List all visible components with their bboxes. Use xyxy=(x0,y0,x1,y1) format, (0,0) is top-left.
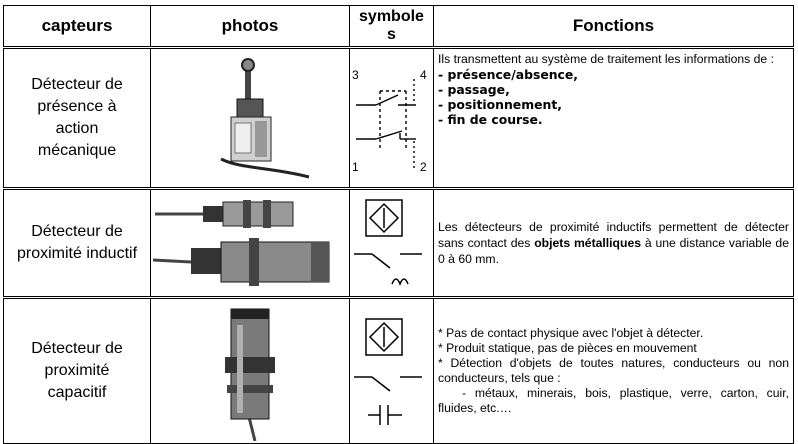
limit-switch-photo-icon xyxy=(151,51,350,185)
inductive-symbol-icon xyxy=(350,192,434,294)
function-mechanical xyxy=(434,48,794,189)
function-item: - métaux, minerais, bois, plastique, verre, carton, cuir, fluides, etc.… xyxy=(438,386,789,415)
sensor-line: proximité inductif xyxy=(16,245,138,262)
function-inductive xyxy=(434,189,794,298)
header-fonctions: Fonctions xyxy=(434,6,794,48)
table-row xyxy=(4,48,794,189)
table-row xyxy=(4,189,794,298)
symbol-inductive xyxy=(350,189,434,298)
sensor-line: capacitif xyxy=(47,384,107,401)
function-item: - positionnement, xyxy=(438,97,562,112)
header-photos: photos xyxy=(151,6,350,48)
sensor-line: Détecteur de xyxy=(31,76,123,93)
symbol-capacitive xyxy=(350,298,434,444)
header-row xyxy=(4,6,794,48)
sensor-line: mécanique xyxy=(37,142,117,159)
sensor-line: proximité xyxy=(44,362,110,379)
sensor-table xyxy=(3,5,794,444)
function-item: - fin de course. xyxy=(438,112,543,127)
function-item: * Pas de contact physique avec l'objet à détecter. xyxy=(438,326,704,340)
sensor-table-sheet xyxy=(3,5,793,433)
function-item: * Produit statique, pas de pièces en mouvement xyxy=(438,341,697,355)
mechanical-contact-symbol-icon xyxy=(350,51,434,185)
capacitive-sensor-photo-icon xyxy=(151,301,350,441)
terminal-2-label: 2 xyxy=(420,160,427,174)
function-capacitive xyxy=(434,298,794,444)
terminal-3-label: 3 xyxy=(352,68,359,82)
function-item: - présence/absence, xyxy=(438,67,578,82)
function-item: - passage, xyxy=(438,82,510,97)
symbol-mechanical xyxy=(350,48,434,189)
sensor-line: Détecteur de xyxy=(31,340,123,357)
header-capteurs: capteurs xyxy=(4,6,151,48)
sensor-line: action xyxy=(55,120,99,137)
sensor-name-inductive xyxy=(4,189,151,298)
function-item: * Détection d'objets de toutes natures, conducteurs ou non conducteurs, tels que : xyxy=(438,356,789,385)
header-symboles xyxy=(350,6,434,48)
function-text-bold: objets métalliques xyxy=(534,236,642,250)
sensor-name-mechanical xyxy=(4,48,151,189)
sensor-line: Détecteur de xyxy=(31,223,123,240)
header-symboles-line2: s xyxy=(387,26,396,43)
terminal-4-label: 4 xyxy=(420,68,427,82)
function-text-part1: Les détecteurs de proximité inductifs permettent de détecter sans contact des xyxy=(438,220,789,250)
function-text-part2: à une distance variable de 0 à 60 mm. xyxy=(438,236,789,266)
sensor-name-capacitive xyxy=(4,298,151,444)
function-intro: Ils transmettent au système de traitement les informations de : xyxy=(438,52,774,66)
sensor-line: présence à xyxy=(37,98,117,115)
terminal-1-label: 1 xyxy=(352,160,359,174)
inductive-sensor-photo-icon xyxy=(151,192,350,294)
photo-inductive-sensors xyxy=(151,189,350,298)
photo-limit-switch xyxy=(151,48,350,189)
table-row xyxy=(4,298,794,444)
header-symboles-line1: symbole xyxy=(359,8,424,25)
capacitive-symbol-icon xyxy=(350,301,434,441)
photo-capacitive-sensor xyxy=(151,298,350,444)
